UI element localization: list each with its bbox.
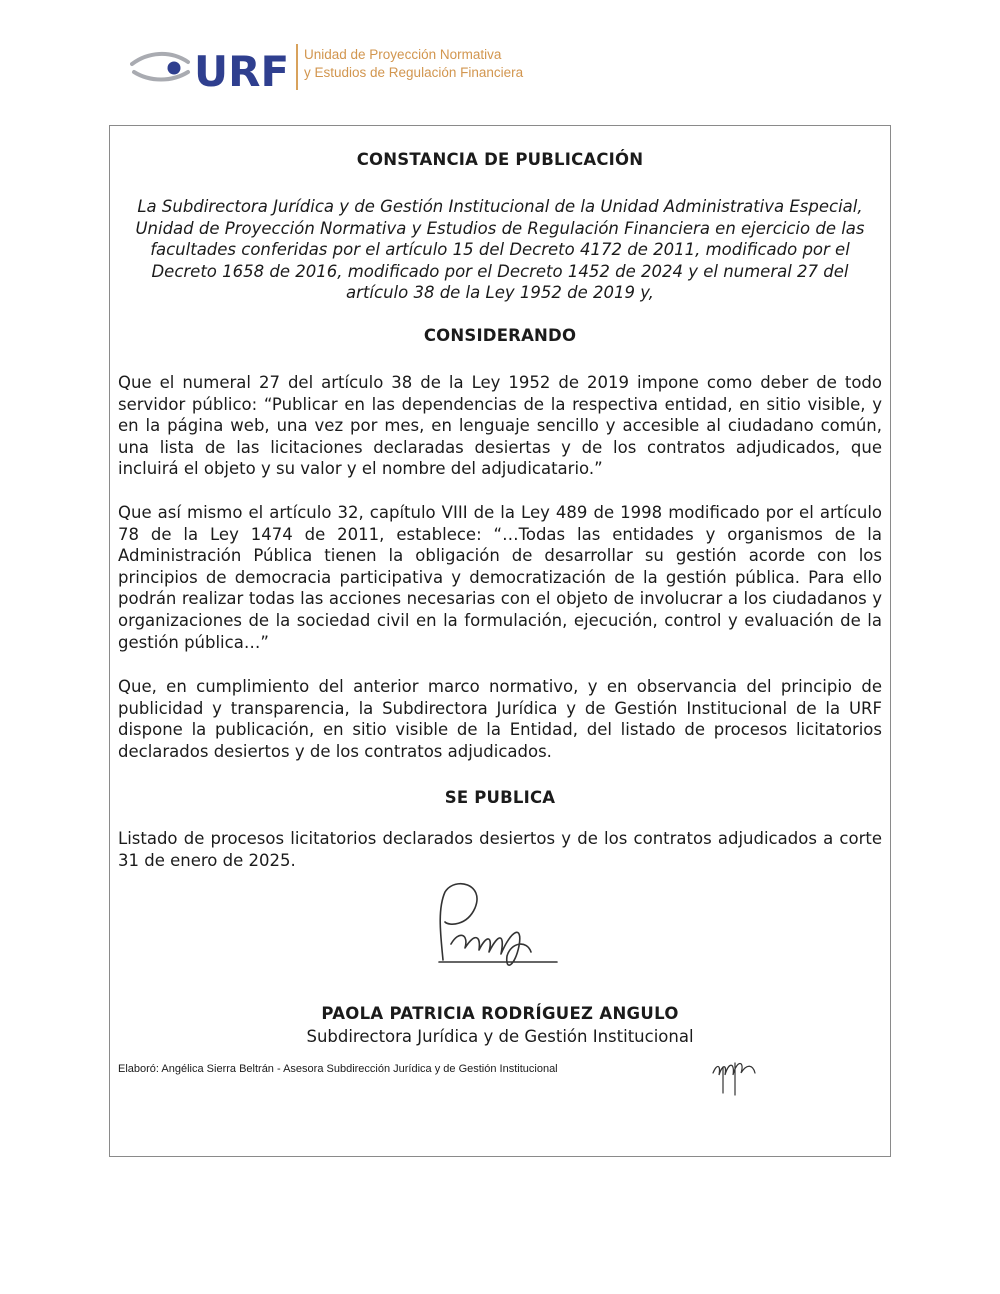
org-name-line-2: y Estudios de Regulación Financiera xyxy=(304,65,524,80)
considerando-heading: CONSIDERANDO xyxy=(423,326,577,345)
document-frame xyxy=(109,125,891,1157)
document-title: CONSTANCIA DE PUBLICACIÓN xyxy=(356,150,644,169)
se-publica-heading: SE PUBLICA xyxy=(444,788,556,807)
page-header xyxy=(130,38,650,98)
logo-acronym: URF xyxy=(194,47,290,94)
considerando-paragraph-2: Que así mismo el artículo 32, capítulo VIII de la Ley 489 de 1998 modificado por el artículo 78 de la Ley 1474 de 2011, establece: “…Todas las entidades y organismos de la Administración Pública tienen la obligación de desarrollar su gestión acorde con los principios de democracia participativa y democratización de la gestión pública. Para ello podrán realizar todas las acciones necesarias con el objeto de involucrar a los ciudadanos y organizaciones de la sociedad civil en la formulación, ejecución, control y evaluación de la gestión pública…” xyxy=(118,503,882,652)
handwritten-signature xyxy=(415,878,565,974)
intro-paragraph: La Subdirectora Jurídica y de Gestión Institucional de la Unidad Administrativa Especial, Unidad de Proyección Normativa y Estudios de Regulación Financiera en ejercicio de las facultades conferidas por el artículo 15 del Decreto 4172 de 2011, modificado por el Decreto 1658 de 2016, modificado por el Decreto 1452 de 2024 y el numeral 27 del artículo 38 de la Ley 1952 de 2019 y, xyxy=(135,197,865,303)
considerando-paragraph-3: Que, en cumplimiento del anterior marco normativo, y en observancia del principio de publicidad y transparencia, la Subdirectora Jurídica y de Gestión Institucional de la URF dispone la publicación, en sitio visible de la Entidad, del listado de procesos licitatorios declarados desiertos y de los contratos adjudicados. xyxy=(118,677,882,761)
publication-paragraph: Listado de procesos licitatorios declarados desiertos y de los contratos adjudicados a corte 31 de enero de 2025. xyxy=(118,829,882,870)
organization-name xyxy=(304,46,523,82)
urf-logo-icon xyxy=(130,42,295,94)
org-name-line-1: Unidad de Proyección Normativa xyxy=(304,47,502,62)
considerando-paragraph-1: Que el numeral 27 del artículo 38 de la Ley 1952 de 2019 impone como deber de todo servidor público: “Publicar en las dependencias de la respectiva entidad, en sitio visible, y en la página web, una vez por mes, en lenguaje sencillo y accesible al ciudadano común, una lista de las licitaciones declaradas desiertas y de los contratos adjudicados, que incluirá el objeto y su valor y el nombre del adjudicatario.” xyxy=(118,373,882,479)
signer-name: PAOLA PATRICIA RODRÍGUEZ ANGULO xyxy=(321,1004,679,1023)
initials-signature xyxy=(711,1055,757,1097)
prepared-by-note: Elaboró: Angélica Sierra Beltrán - Asesora Subdirección Jurídica y de Gestión Institucional xyxy=(118,1063,558,1075)
logo-divider xyxy=(296,44,298,90)
signer-role: Subdirectora Jurídica y de Gestión Institucional xyxy=(306,1027,694,1046)
